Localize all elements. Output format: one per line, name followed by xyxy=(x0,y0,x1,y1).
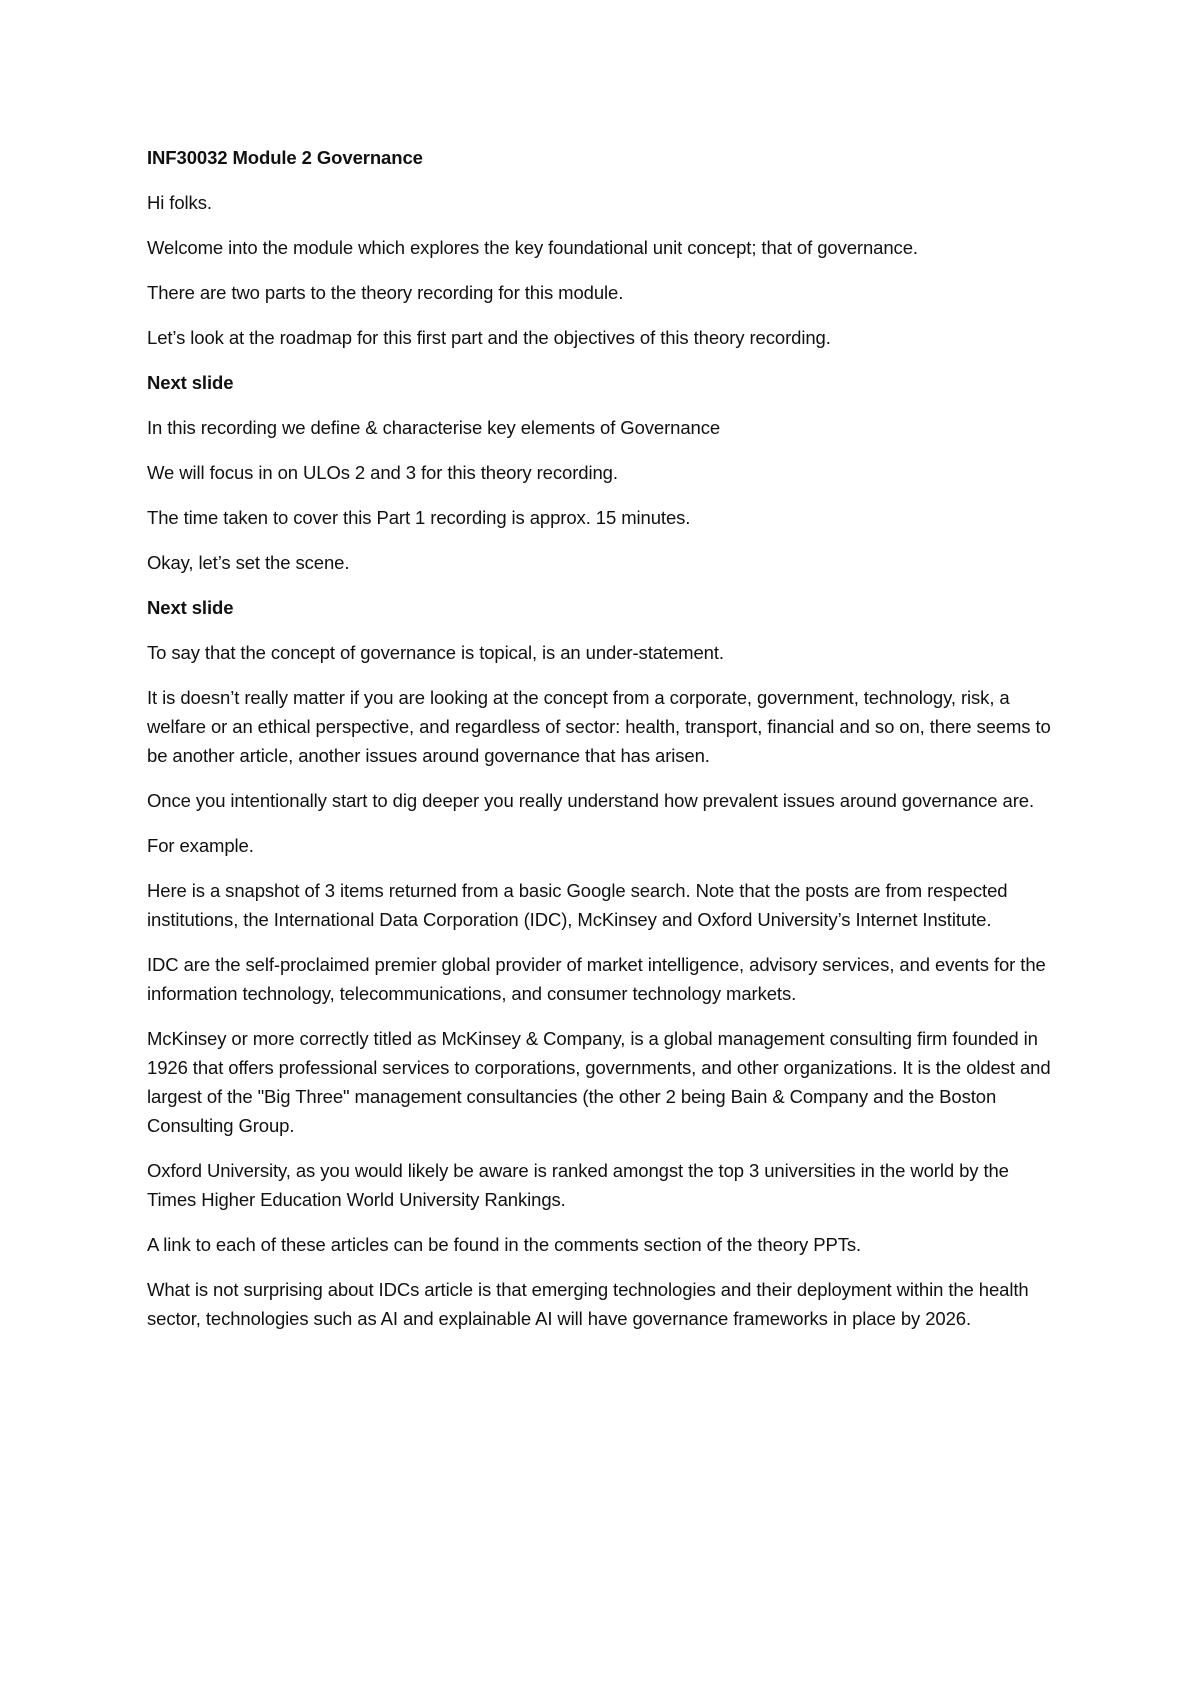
body-paragraph: Oxford University, as you would likely be aware is ranked amongst the top 3 universities in the world by the Times Higher Education World University Rankings. xyxy=(147,1160,1009,1210)
body-paragraph: For example. xyxy=(147,835,254,856)
body-paragraph: To say that the concept of governance is topical, is an under-statement. xyxy=(147,642,724,663)
body-paragraph: There are two parts to the theory recording for this module. xyxy=(147,282,624,303)
body-paragraph: IDC are the self-proclaimed premier global provider of market intelligence, advisory services, and events for the information technology, telecommunications, and consumer technology markets. xyxy=(147,954,1046,1004)
body-paragraph: In this recording we define & characterise key elements of Governance xyxy=(147,417,721,438)
body-paragraph: McKinsey or more correctly titled as McKinsey & Company, is a global management consulting firm founded in 1926 that offers professional services to corporations, governments, and other organizations. It is the oldest and largest of the "Big Three" management consultancies (the other 2 being Bain & Company and the Boston Consulting Group. xyxy=(147,1028,1051,1136)
section-marker: Next slide xyxy=(147,597,234,618)
body-paragraph: A link to each of these articles can be found in the comments section of the theory PPTs. xyxy=(147,1234,862,1255)
body-paragraph: What is not surprising about IDCs article is that emerging technologies and their deployment within the health sector, technologies such as AI and explainable AI will have governance frameworks in place by 2026. xyxy=(147,1279,1029,1329)
body-paragraph: Hi folks. xyxy=(147,192,212,213)
body-paragraph: Here is a snapshot of 3 items returned from a basic Google search. Note that the posts are from respected institutions, the International Data Corporation (IDC), McKinsey and Oxford University’s Internet Institute. xyxy=(147,880,1008,930)
section-marker: Next slide xyxy=(147,372,234,393)
document-page xyxy=(147,143,1062,1349)
body-paragraph: Let’s look at the roadmap for this first part and the objectives of this theory recording. xyxy=(147,327,831,348)
body-paragraph: Welcome into the module which explores the key foundational unit concept; that of governance. xyxy=(147,237,918,258)
document-body xyxy=(147,188,1062,1333)
body-paragraph: The time taken to cover this Part 1 recording is approx. 15 minutes. xyxy=(147,507,691,528)
body-paragraph: Once you intentionally start to dig deeper you really understand how prevalent issues around governance are. xyxy=(147,790,1035,811)
body-paragraph: It is doesn’t really matter if you are looking at the concept from a corporate, government, technology, risk, a welfare or an ethical perspective, and regardless of sector: health, transport, financial and so on, there seems to be another article, another issues around governance that has arisen. xyxy=(147,687,1051,766)
body-paragraph: Okay, let’s set the scene. xyxy=(147,552,350,573)
body-paragraph: We will focus in on ULOs 2 and 3 for this theory recording. xyxy=(147,462,618,483)
document-title: INF30032 Module 2 Governance xyxy=(147,147,423,168)
